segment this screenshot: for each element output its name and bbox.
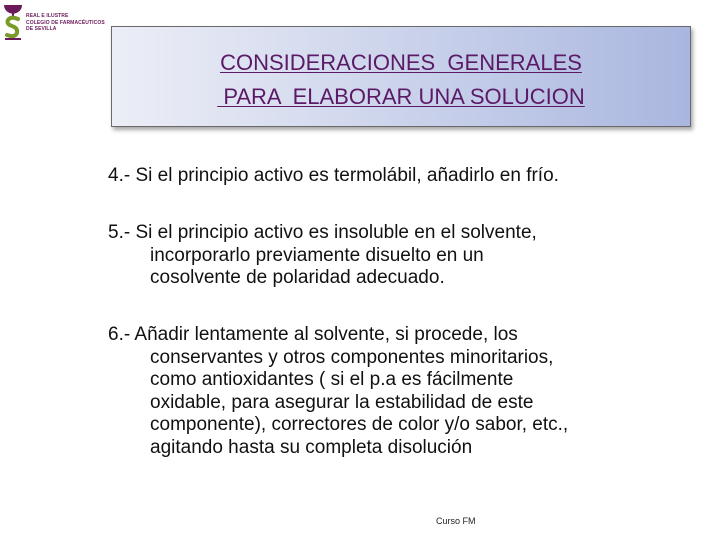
pharmacy-cup-logo-icon [2,4,24,42]
consideration-item-6 [108,324,568,459]
item-5-line-3: cosolvente de polaridad adecuado. [150,267,445,288]
college-logo [2,4,112,42]
logo-line-3: DE SEVILLA [26,26,57,32]
title-box [111,26,691,127]
consideration-item-5 [108,222,537,290]
item-6-line-6: agitando hasta su completa disolución [150,436,473,458]
item-5-line-2: incorporarlo previamente disuelto en un [150,244,484,266]
consideration-item-4 [108,165,559,188]
logo-line-1: REAL E ILUSTRE [26,13,69,19]
item-6-line-3: como antioxidantes ( si el p.a es fácilmente [150,369,514,390]
item-6-line-2: conservantes y otros componentes minoritarios, [150,346,554,368]
logo-line-2: COLEGIO DE FARMACÉUTICOS [26,19,105,26]
item-4-line-1: 4.- Si el principio activo es termolábil, añadirlo en frío. [108,165,559,186]
logo-text [26,13,105,33]
title-line-2: PARA ELABORAR UNA SOLUCION [217,84,585,109]
title-line-1: CONSIDERACIONES GENERALES [220,50,582,75]
item-5-line-1: 5.- Si el principio activo es insoluble en el solvente, [108,222,537,243]
item-6-line-4: oxidable, para asegurar la estabilidad de este [150,391,534,413]
item-6-line-5: componente), correctores de color y/o sabor, etc., [150,414,569,435]
item-6-line-1: 6.- Añadir lentamente al solvente, si procede, los [108,324,518,345]
footer-course-label: Curso FM [436,516,476,526]
